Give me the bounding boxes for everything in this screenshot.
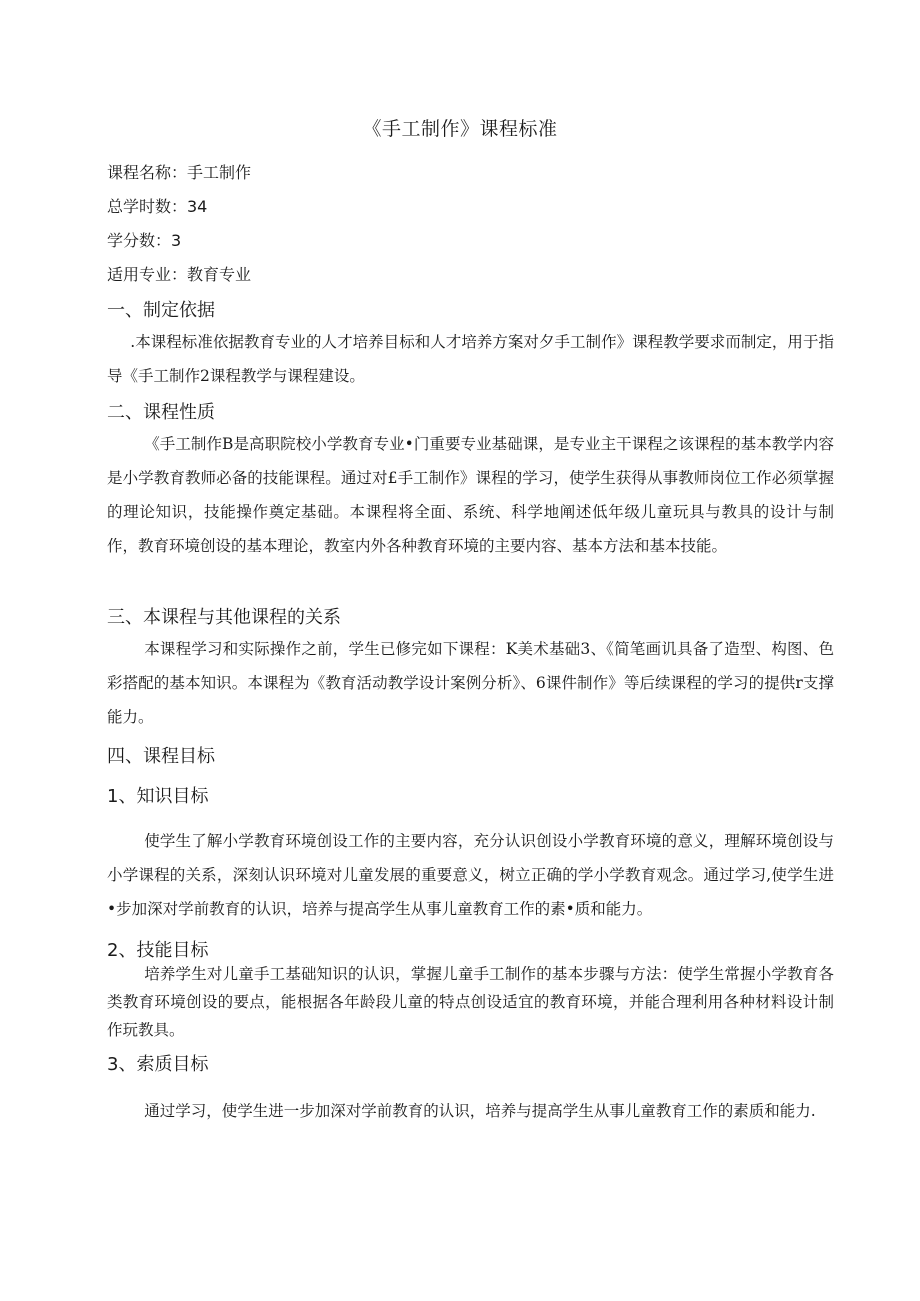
- section-heading-relation: 三、本课程与其他课程的关系: [107, 607, 341, 628]
- document-title: 《手工制作》课程标准: [362, 118, 558, 140]
- credits: 学分数：3: [107, 231, 182, 250]
- subheading-knowledge-goal: 1、知识目标: [107, 786, 209, 807]
- total-hours: 总学时数：34: [107, 197, 208, 216]
- applicable-major: 适用专业：教育专业: [107, 265, 252, 284]
- text-skill-goal: 培养学生对儿童手工基础知识的认识，掌握儿童手工制作的基本步骤与方法：使学生常握小学教育各类教育环境创设的要点，能根据各年龄段儿童的特点创设适宜的教育环境，并能合理利用各种材料设计制作玩教具。: [107, 965, 834, 1039]
- text-knowledge-goal: 使学生了解小学教育环境创设工作的主要内容，充分认识创设小学教育环境的意义，理解环境创设与小学课程的关系，深刻认识环境对儿童发展的重要意义，树立正确的学小学教育观念。通过学习,使学生进•步加深对学前教育的认识，培养与提高学生从事儿童教育工作的素•质和能力。: [107, 832, 834, 918]
- section-heading-goals: 四、课程目标: [107, 746, 215, 767]
- section-heading-nature: 二、课程性质: [107, 402, 215, 423]
- section-heading-basis: 一、制定依据: [107, 300, 215, 321]
- section-text-basis: .本课程标准依据教育专业的人才培养目标和人才培养方案对夕手工制作》课程教学要求而制定，用于指导《手工制作2课程教学与课程建设。: [107, 333, 834, 385]
- section-text-nature: 《手工制作B是高职院校小学教育专业•门重要专业基础课，是专业主干课程之该课程的基本教学内容是小学教育教师必备的技能课程。通过对£手工制作》课程的学习，使学生获得从事教师岗位工作必须掌握的理论知识，技能操作奠定基础。本课程将全面、系统、科学地阐述低年级儿童玩具与教具的设计与制作，教育环境创设的基本理论，教室内外各种教育环境的主要内容、基本方法和基本技能。: [107, 435, 834, 555]
- text-quality-goal: 通过学习，使学生进一步加深对学前教育的认识，培养与提高学生从事儿童教育工作的素质和能力.: [144, 1102, 816, 1120]
- subheading-quality-goal: 3、索质目标: [107, 1054, 209, 1075]
- subheading-skill-goal: 2、技能目标: [107, 940, 209, 961]
- section-text-relation: 本课程学习和实际操作之前，学生已修完如下课程：K美术基础3、《简笔画讥具备了造型、构图、色彩搭配的基本知识。本课程为《教育活动教学设计案例分析》、6课件制作》等后续课程的学习的提供r支撑能力。: [107, 640, 834, 726]
- course-name: 课程名称：手工制作: [107, 163, 252, 182]
